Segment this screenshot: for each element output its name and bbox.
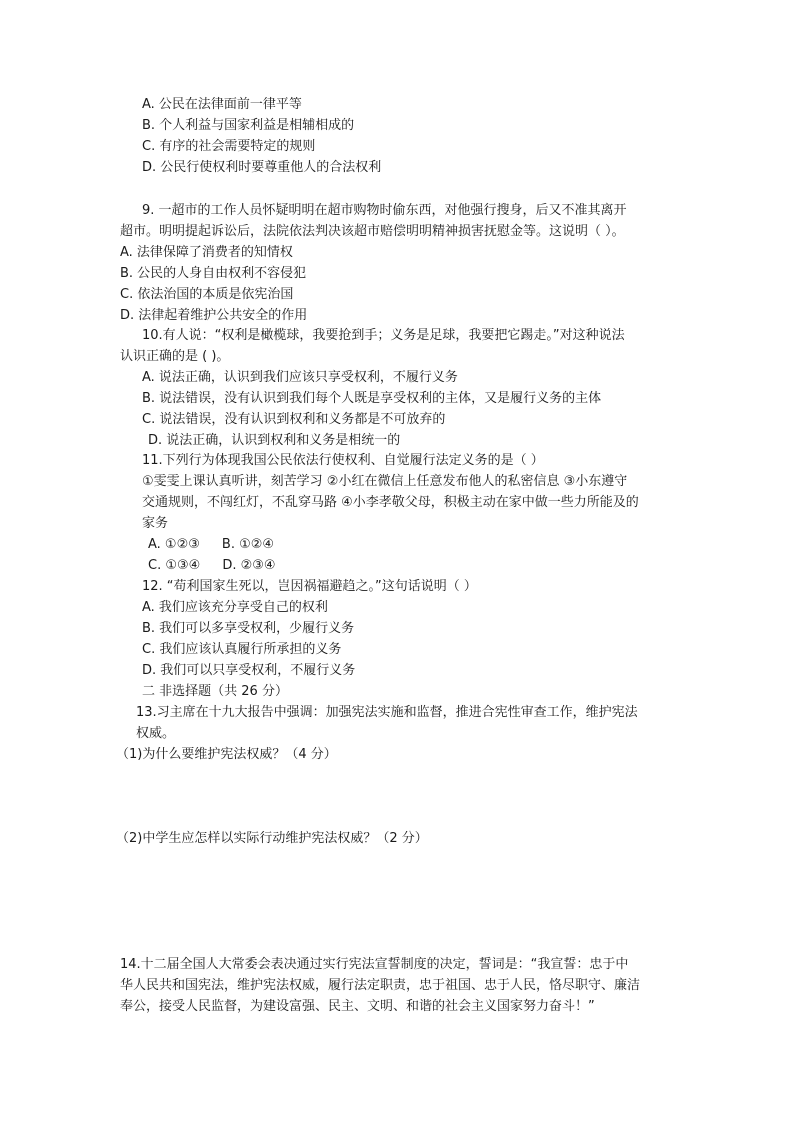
q11-options-row-2 [148,556,276,576]
q11-stem-line-4: 家务 [142,516,169,531]
q11-option-b: B. ①②④ [221,537,275,552]
q9-option-c: C. 依法治国的本质是依宪治国 [120,287,294,302]
q12-option-d: D. 我们可以只享受权利，不履行义务 [142,663,356,678]
q10-stem-line-2: 认识正确的是 ( )。 [120,349,230,364]
q8-option-d: D. 公民行使权利时要尊重他人的合法权利 [142,160,382,175]
q9-option-a: A. 法律保障了消费者的知情权 [120,245,293,260]
q11-option-c: C. ①③④ [148,558,201,573]
q11-stem-line-2: ①雯雯上课认真听讲，刻苦学习 ②小红在微信上任意发布他人的私密信息 ③小东遵守 [142,474,628,489]
q9-option-b: B. 公民的人身自由权利不容侵犯 [120,266,307,281]
q11-stem-line-1: 11.下列行为体现我国公民依法行使权利、自觉履行法定义务的是（ ） [142,453,544,468]
q8-option-c: C. 有序的社会需要特定的规则 [142,139,316,154]
q10-option-d: D. 说法正确，认识到权利和义务是相统一的 [148,433,401,448]
q10-option-a: A. 说法正确，认识到我们应该只享受权利，不履行义务 [142,370,458,385]
q11-options-row-1 [148,535,274,555]
q11-option-d: D. ②③④ [222,558,276,573]
q9-stem-line-1: 9. 一超市的工作人员怀疑明明在超市购物时偷东西，对他强行搜身，后又不准其离开 [142,203,627,218]
q13-stem-line-2: 权威。 [136,726,176,741]
q10-option-b: B. 说法错误，没有认识到我们每个人既是享受权利的主体，又是履行义务的主体 [142,391,602,406]
q12-option-b: B. 我们可以多享受权利，少履行义务 [142,621,355,636]
q8-option-b: B. 个人利益与国家利益是相辅相成的 [142,118,355,133]
q13-sub-question-1: （1)为什么要维护宪法权威？（4 分） [116,747,337,762]
q12-option-c: C. 我们应该认真履行所承担的义务 [142,642,342,657]
q10-stem-line-1: 10.有人说：“权利是橄榄球，我要抢到手；义务是足球，我要把它踢走。”对这种说法 [142,328,625,343]
q12-option-a: A. 我们应该充分享受自己的权利 [142,600,328,615]
q12-stem: 12. “苟利国家生死以，岂因祸福避趋之。”这句话说明（ ） [142,579,477,594]
q11-option-a: A. ①②③ [148,537,200,552]
q13-stem-line-1: 13.习主席在十九大报告中强调：加强宪法实施和监督，推进合宪性审查工作，维护宪法 [136,705,638,720]
q9-option-d: D. 法律起着维护公共安全的作用 [120,308,308,323]
q8-option-a: A. 公民在法律面前一律平等 [142,97,302,112]
q14-stem-line-2: 华人民共和国宪法，维护宪法权威，履行法定职责，忠于祖国、忠于人民，恪尽职守、廉洁 [120,978,641,993]
q11-stem-line-3: 交通规则，不闯红灯，不乱穿马路 ④小李孝敬父母，积极主动在家中做一些力所能及的 [142,495,639,510]
section-2-title: 二 非选择题（共 26 分） [142,684,288,699]
q13-sub-question-2: （2)中学生应怎样以实际行动维护宪法权威？（2 分） [116,831,428,846]
q10-option-c: C. 说法错误，没有认识到权利和义务都是不可放弃的 [142,412,446,427]
q14-stem-line-3: 奉公，接受人民监督，为建设富强、民主、文明、和谐的社会主义国家努力奋斗！” [120,999,595,1014]
q9-stem-line-2: 超市。明明提起诉讼后，法院依法判决该超市赔偿明明精神损害抚慰金等。这说明（ ）。 [120,224,625,239]
q14-stem-line-1: 14.十二届全国人大常委会表决通过实行宪法宣誓制度的决定，誓词是：“我宣誓：忠于中 [120,957,629,972]
